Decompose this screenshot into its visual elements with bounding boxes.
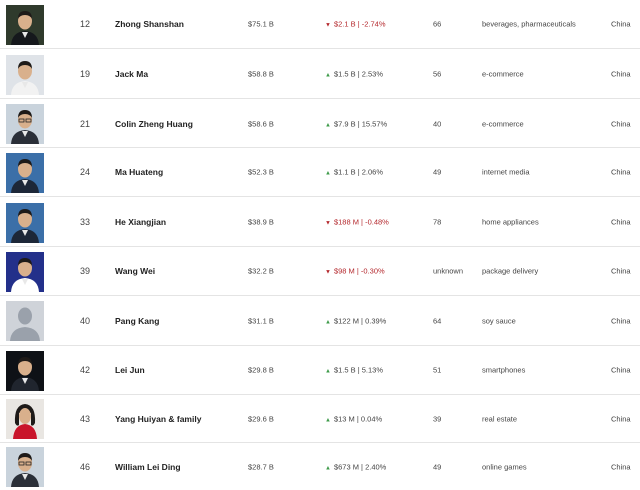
net-worth-cell: $52.3 B [248, 167, 274, 177]
country-cell: China [611, 217, 631, 227]
person-photo [6, 447, 44, 487]
name-link[interactable]: Jack Ma [115, 69, 149, 79]
person-photo [6, 153, 44, 193]
person-photo [6, 351, 44, 391]
triangle-down-icon: ▼ [325, 22, 331, 29]
change-cell [325, 267, 385, 276]
source-cell: beverages, pharmaceuticals [482, 19, 576, 29]
rank-cell: 40 [80, 315, 91, 326]
triangle-down-icon: ▼ [325, 269, 331, 276]
change-cell [325, 316, 386, 325]
change-cell [325, 70, 383, 79]
net-worth-cell: $75.1 B [248, 19, 274, 29]
triangle-up-icon: ▲ [325, 122, 331, 128]
change-amount: $122 M | 0.39% [333, 316, 387, 325]
rank-cell: 39 [80, 266, 91, 276]
change-cell [325, 218, 389, 227]
table-row[interactable] [0, 198, 640, 247]
name-link[interactable]: Lei Jun [115, 365, 145, 375]
table-row[interactable] [0, 148, 640, 197]
age-cell: unknown [433, 266, 464, 276]
country-cell: China [611, 167, 631, 177]
rank-cell: 24 [80, 167, 91, 177]
net-worth-cell: $28.7 B [248, 462, 274, 471]
age-cell: 56 [433, 69, 442, 79]
net-worth-cell: $29.6 B [248, 414, 274, 423]
table-row[interactable] [0, 296, 640, 346]
age-cell: 51 [433, 365, 442, 375]
table-row[interactable] [0, 247, 640, 296]
country-cell: China [611, 365, 631, 375]
net-worth-cell: $32.2 B [248, 266, 274, 276]
age-cell: 40 [433, 119, 442, 128]
rank-cell: 12 [80, 19, 91, 29]
age-cell: 49 [433, 462, 442, 471]
table-row[interactable] [0, 0, 640, 49]
source-cell: e-commerce [482, 119, 524, 128]
rank-cell: 42 [80, 365, 91, 375]
change-cell [325, 462, 386, 471]
net-worth-cell: $58.6 B [248, 119, 274, 128]
name-link[interactable]: Yang Huiyan & family [115, 413, 202, 424]
name-link[interactable]: Wang Wei [115, 266, 156, 276]
change-cell [325, 20, 386, 29]
net-worth-cell: $31.1 B [248, 316, 274, 325]
name-link[interactable]: Zhong Shanshan [115, 19, 184, 29]
triangle-up-icon: ▲ [325, 72, 331, 79]
person-photo [6, 5, 44, 45]
person-photo [6, 301, 44, 341]
triangle-up-icon: ▲ [325, 368, 331, 375]
country-cell: China [611, 462, 631, 471]
net-worth-cell: $38.9 B [248, 217, 274, 227]
name-link[interactable]: He Xiangjian [115, 217, 167, 227]
table-row[interactable] [0, 346, 640, 395]
rank-cell: 43 [80, 413, 91, 424]
person-photo [6, 104, 44, 144]
change-cell [325, 414, 382, 423]
person-photo [6, 55, 44, 95]
age-cell: 39 [433, 414, 442, 423]
table-row[interactable] [0, 100, 640, 148]
triangle-up-icon: ▲ [325, 319, 331, 325]
table-row[interactable] [0, 50, 640, 99]
country-cell: China [611, 414, 631, 423]
name-link[interactable]: Colin Zheng Huang [115, 118, 193, 129]
change-amount: $7.9 B | 15.57% [333, 119, 388, 128]
table-row[interactable] [0, 443, 640, 490]
person-photo [6, 252, 44, 292]
country-cell: China [611, 69, 631, 79]
triangle-down-icon: ▼ [325, 220, 331, 227]
triangle-up-icon: ▲ [325, 465, 331, 471]
source-cell: e-commerce [482, 69, 524, 79]
triangle-up-icon: ▲ [325, 417, 331, 423]
triangle-up-icon: ▲ [325, 170, 331, 177]
age-cell: 64 [433, 316, 442, 325]
rank-cell: 19 [80, 69, 91, 79]
name-link[interactable]: Pang Kang [115, 315, 160, 326]
person-photo [6, 399, 44, 439]
change-amount: $98 M | -0.30% [333, 266, 385, 276]
age-cell: 49 [433, 167, 442, 177]
net-worth-cell: $58.8 B [248, 69, 274, 79]
source-cell: home appliances [482, 217, 539, 227]
change-amount: $188 M | -0.48% [333, 217, 389, 227]
change-amount: $1.5 B | 2.53% [333, 69, 384, 79]
net-worth-cell: $29.8 B [248, 365, 274, 375]
source-cell: soy sauce [482, 316, 516, 325]
change-amount: $13 M | 0.04% [333, 414, 383, 423]
source-cell: package delivery [482, 266, 539, 276]
name-link[interactable]: William Lei Ding [115, 461, 181, 472]
rank-cell: 33 [80, 217, 91, 227]
source-cell: smartphones [482, 365, 526, 375]
age-cell: 78 [433, 217, 442, 227]
source-cell: internet media [482, 167, 530, 177]
change-amount: $1.5 B | 5.13% [333, 365, 384, 375]
source-cell: real estate [482, 414, 518, 423]
source-cell: online games [482, 462, 527, 471]
name-link[interactable]: Ma Huateng [115, 167, 164, 177]
country-cell: China [611, 266, 631, 276]
country-cell: China [611, 19, 631, 29]
country-cell: China [611, 316, 631, 325]
rank-cell: 46 [80, 461, 91, 472]
age-cell: 66 [433, 19, 442, 29]
change-cell [325, 119, 387, 128]
country-cell: China [611, 119, 631, 128]
change-cell [325, 366, 383, 375]
table-row[interactable] [0, 395, 640, 443]
rank-cell: 21 [80, 118, 91, 129]
change-amount: $2.1 B | -2.74% [333, 19, 386, 29]
person-photo [6, 203, 44, 243]
change-amount: $673 M | 2.40% [333, 462, 387, 471]
change-cell [325, 168, 383, 177]
change-amount: $1.1 B | 2.06% [333, 167, 384, 177]
